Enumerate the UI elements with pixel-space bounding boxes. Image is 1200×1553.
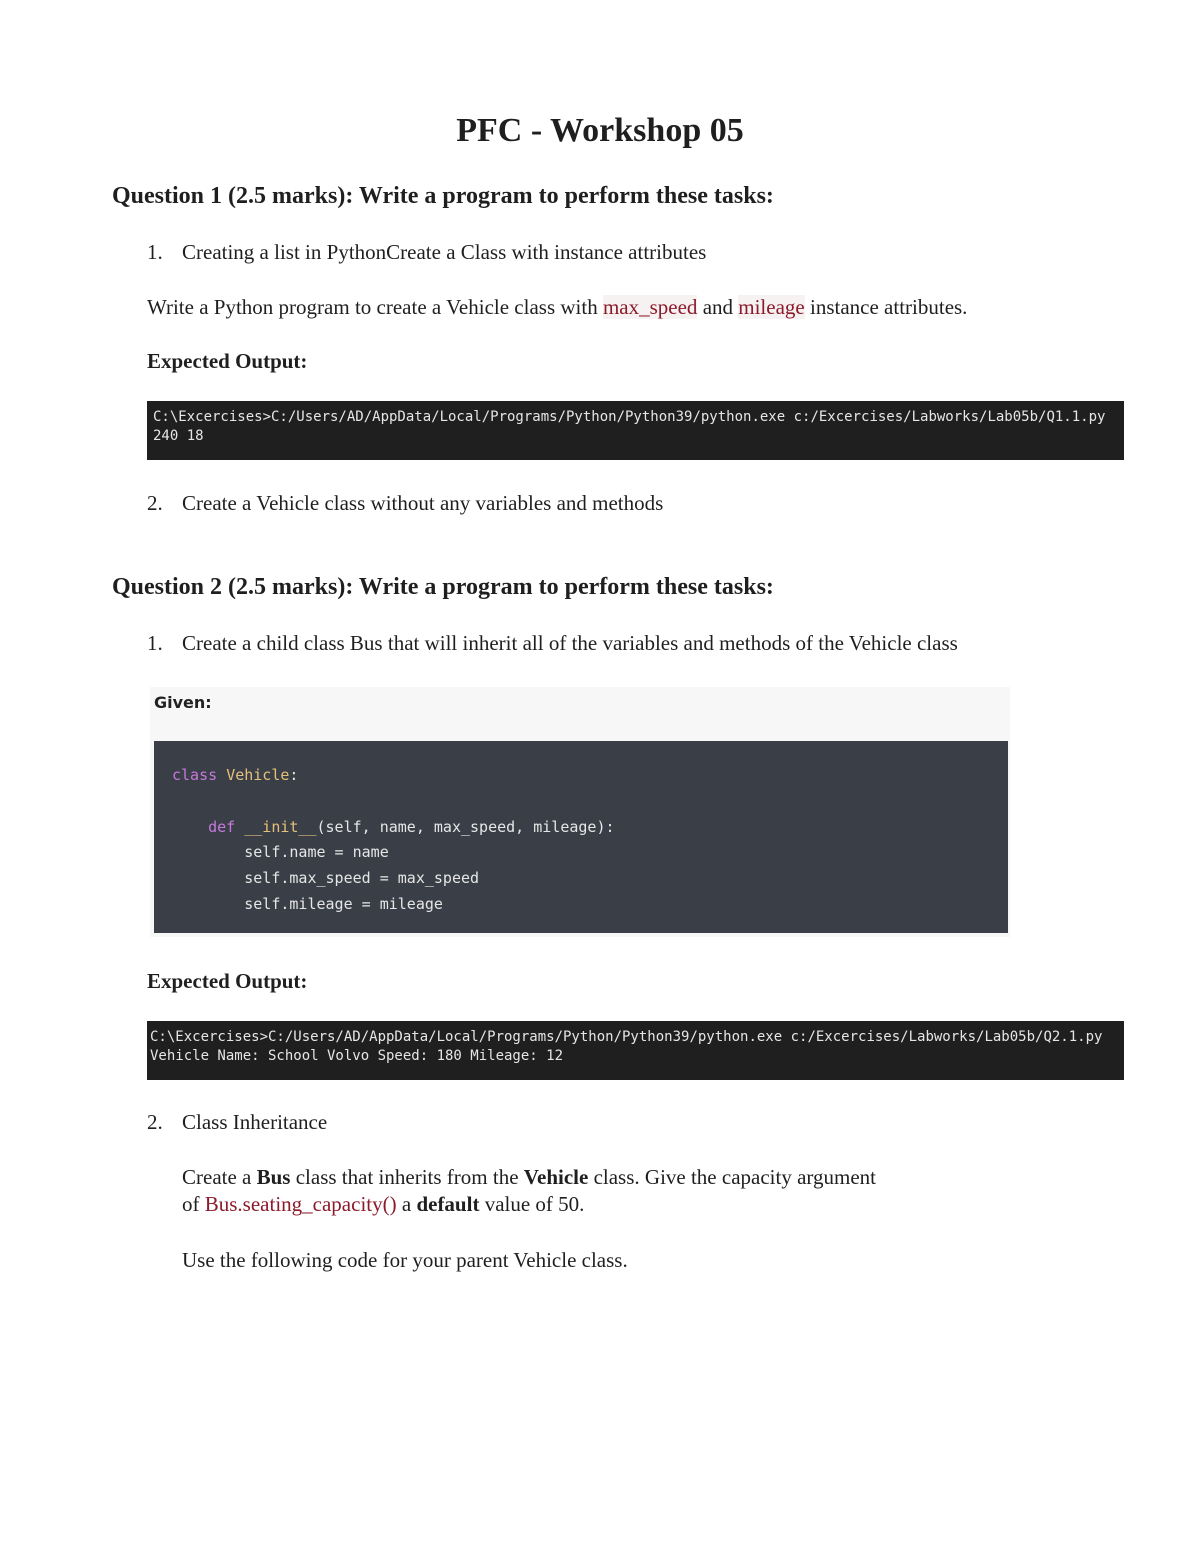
bold-bus: Bus bbox=[256, 1165, 291, 1189]
q1-item-1-text: Creating a list in PythonCreate a Class with instance attributes bbox=[182, 240, 707, 264]
inline-code-mileage: mileage bbox=[738, 295, 805, 319]
q1-desc-text: instance attributes. bbox=[804, 295, 968, 319]
given-code-section bbox=[150, 687, 1010, 937]
q2-paragraph-2: Use the following code for your parent Vehicle class. bbox=[182, 1248, 628, 1272]
q1-item-2-text: Create a Vehicle class without any variables and methods bbox=[182, 491, 664, 515]
q1-desc-text: Write a Python program to create a Vehicle class with bbox=[147, 295, 603, 319]
terminal-line: C:\Excercises>C:/Users/AD/AppData/Local/Programs/Python/Python39/python.exe c:/Excercises/Labworks/Lab05b/Q1.1.py bbox=[153, 409, 1106, 425]
q1-item-1-number: 1. bbox=[147, 240, 163, 264]
q2-item-2-number: 2. bbox=[147, 1110, 163, 1134]
code-line: def __init__(self, name, max_speed, mileage): bbox=[208, 817, 615, 836]
given-label: Given: bbox=[154, 693, 212, 712]
q1-desc-text: and bbox=[697, 295, 739, 319]
q2-terminal-output bbox=[147, 1021, 1124, 1080]
terminal-line: 240 18 bbox=[153, 428, 204, 444]
bold-default: default bbox=[416, 1192, 480, 1216]
code-line: class Vehicle: bbox=[172, 766, 299, 784]
code-line: self.mileage = mileage bbox=[244, 894, 443, 913]
q1-terminal-output bbox=[147, 401, 1124, 460]
terminal-line: Vehicle Name: School Volvo Speed: 180 Mileage: 12 bbox=[150, 1048, 564, 1064]
code-block bbox=[154, 741, 1008, 933]
bold-vehicle: Vehicle bbox=[523, 1165, 589, 1189]
code-line: self.name = name bbox=[244, 843, 389, 862]
q2-item-2-text: Class Inheritance bbox=[182, 1110, 328, 1134]
q2-item-1-text: Create a child class Bus that will inherit all of the variables and methods of the Vehicle class bbox=[182, 631, 958, 655]
inline-code-seating-capacity: Bus.seating_capacity() bbox=[204, 1192, 397, 1216]
q2-paragraph-1-cont: of Bus.seating_capacity() a default value of 50. bbox=[182, 1192, 585, 1216]
q1-description bbox=[147, 295, 967, 320]
question-2-heading: Question 2 (2.5 marks): Write a program to perform these tasks: bbox=[112, 574, 774, 600]
q2-paragraph-1: Create a Bus class that inherits from the Vehicle class. Give the capacity argument bbox=[182, 1165, 877, 1189]
q1-expected-output-label: Expected Output: bbox=[147, 349, 308, 373]
question-1-heading: Question 1 (2.5 marks): Write a program to perform these tasks: bbox=[112, 183, 774, 209]
q1-item-2-number: 2. bbox=[147, 491, 163, 515]
q2-expected-output-label: Expected Output: bbox=[147, 969, 308, 993]
terminal-line: C:\Excercises>C:/Users/AD/AppData/Local/Programs/Python/Python39/python.exe c:/Excercises/Labworks/Lab05b/Q2.1.py bbox=[150, 1029, 1103, 1045]
page-title: PFC - Workshop 05 bbox=[456, 112, 744, 149]
code-line: self.max_speed = max_speed bbox=[244, 869, 480, 888]
q2-item-1-number: 1. bbox=[147, 631, 163, 655]
inline-code-max-speed: max_speed bbox=[602, 295, 698, 319]
code-line-blank bbox=[172, 789, 1008, 815]
